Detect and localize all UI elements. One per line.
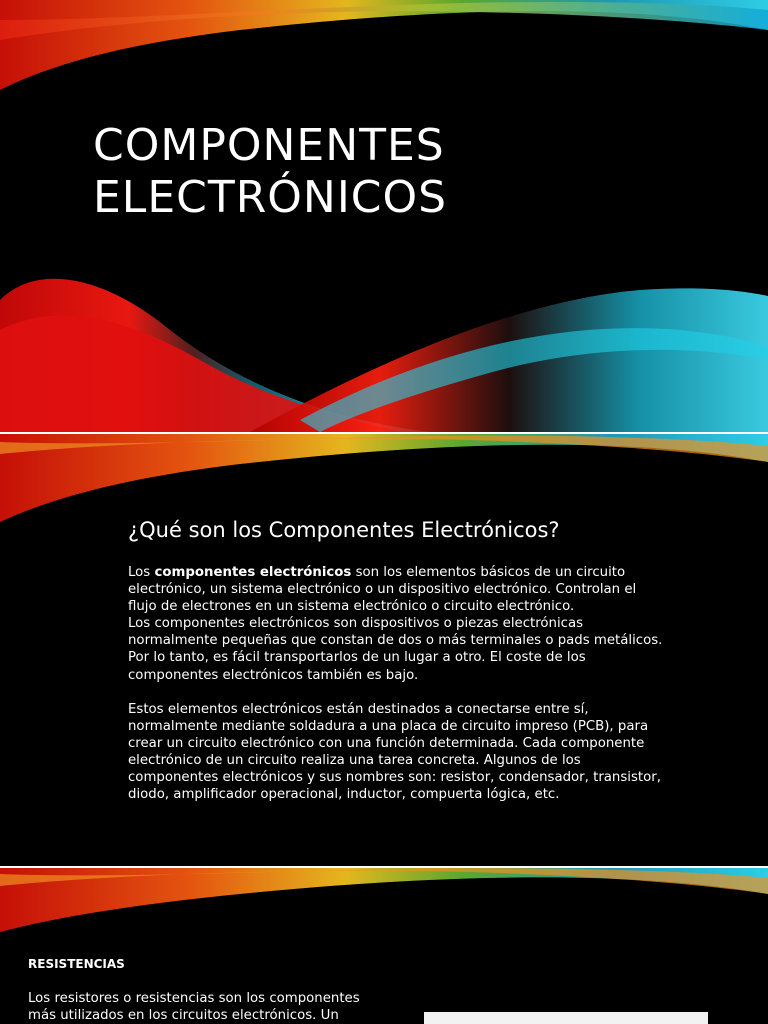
slide-resistencias xyxy=(0,868,768,1024)
paragraph-1 xyxy=(128,564,668,615)
paragraph-1-bold: componentes electrónicos xyxy=(154,565,352,580)
title-line-1: COMPONENTES xyxy=(93,120,445,171)
section-body xyxy=(128,564,668,803)
resistor-image xyxy=(424,1012,708,1024)
paragraph-1-rest: son los elementos básicos de un circuito electrónico, un sistema electrónico o un dispositivo electrónico. Controlan el flujo de electrones en un sistema electrónico o circuito electrónico. xyxy=(128,565,637,615)
section-body: Los resistores o resistencias son los componentes más utilizados en los circuitos electrónicos. Un xyxy=(28,991,360,1023)
paragraph-3: Estos elementos electrónicos están destinados a conectarse entre sí, normalmente mediante soldadura a una placa de circuito impreso (PCB), para crear un circuito electrónico con una función determinada. Cada componente electrónico de un circuito realiza una tarea concreta. Algunos de los componentes electrónicos y sus nombres son: resistor, condensador, transistor, diodo, amplificador operacional, inductor, compuerta lógica, etc. xyxy=(128,701,661,803)
slide-que-son xyxy=(0,434,768,866)
slide-title xyxy=(0,0,768,432)
paragraph-2: Los componentes electrónicos son dispositivos o piezas electrónicas normalmente pequeñas que constan de dos o más terminales o pads metálicos. Por lo tanto, es fácil transportarlos de un lugar a otro. El coste de los componentes electrónicos también es bajo. xyxy=(128,616,663,683)
wave-decoration-top xyxy=(0,868,768,938)
title-line-2: ELECTRÓNICOS xyxy=(93,172,448,223)
section-heading: RESISTENCIAS xyxy=(28,957,125,971)
paragraph-1-prefix: Los xyxy=(128,565,155,580)
slide-title-text xyxy=(93,120,693,224)
section-heading: ¿Qué son los Componentes Electrónicos? xyxy=(128,518,560,542)
